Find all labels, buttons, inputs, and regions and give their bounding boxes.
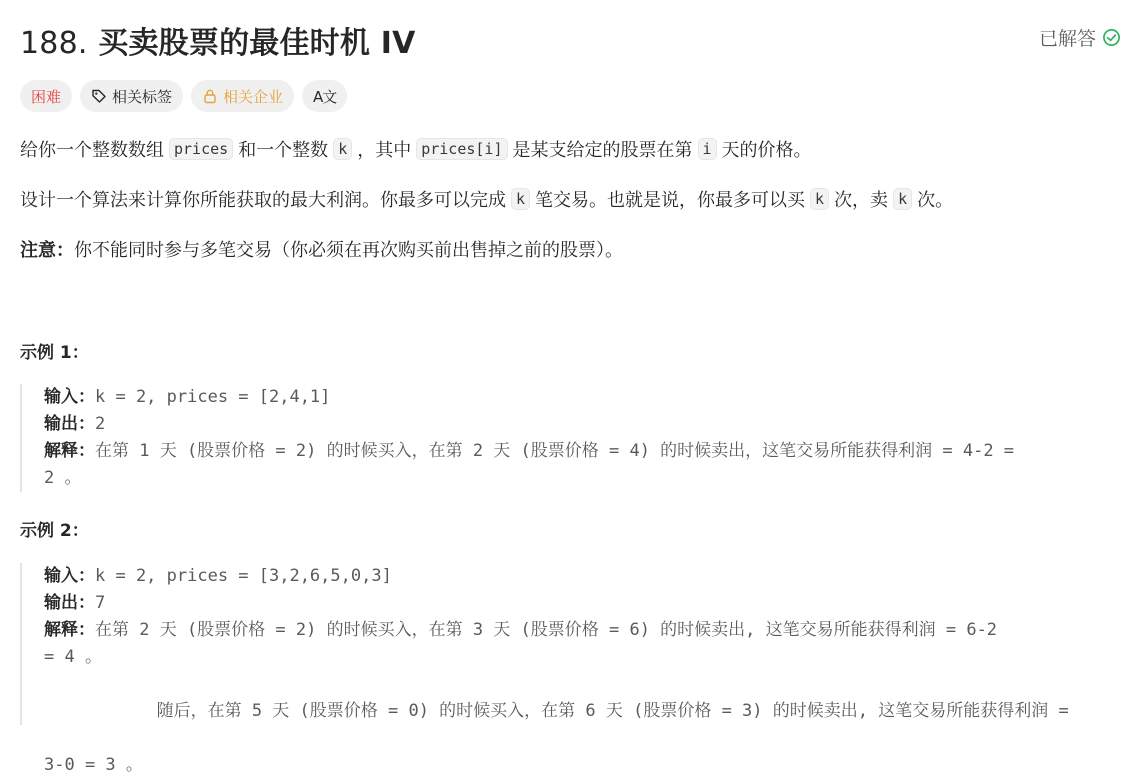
explain-text: 3-0 = 3 。 [44,755,143,775]
text-segment: 是某支给定的股票在第 [512,140,693,161]
inline-code: i [698,138,717,160]
tag-bar [20,80,347,112]
related-topics-label: 相关标签 [112,87,173,106]
output-value: 7 [95,593,106,613]
note-text: 你不能同时参与多笔交易（你必须在再次购买前出售掉之前的股票）。 [74,240,623,261]
output-label: 输出： [44,593,95,613]
example-1-title: 示例 1： [20,343,89,363]
check-circle-icon [1102,28,1121,47]
output-label: 输出： [44,414,95,434]
input-label: 输入： [44,387,95,407]
input-label: 输入： [44,566,95,586]
output-value: 2 [95,414,106,434]
page-title [20,18,416,62]
inline-code: prices [169,138,233,160]
example-explain-line [44,617,1069,644]
difficulty-label: 困难 [31,87,62,106]
text-segment: 设计一个算法来计算你所能获取的最大利润。你最多可以完成 [20,190,506,211]
input-value: k = 2, prices = [2,4,1] [95,387,331,407]
solved-status [1039,24,1121,51]
text-segment: 次。 [917,190,954,211]
example-explain-line [44,465,1014,492]
example-output-line [44,411,1014,438]
translate-button[interactable] [302,80,347,112]
text-segment: 天的价格。 [721,140,812,161]
text-segment: 给你一个整数数组 [20,140,164,161]
description-paragraph-1 [20,136,812,162]
example-2-block [20,563,1069,775]
example-explain-line [44,671,1069,752]
related-topics-button[interactable] [80,80,183,112]
explain-text: 2 。 [44,468,82,488]
example-input-line [44,563,1069,590]
example-1-block [20,384,1014,492]
example-output-line [44,590,1069,617]
example-input-line [44,384,1014,411]
example-explain-line [44,644,1069,671]
description-note [20,236,623,262]
example-explain-line [44,752,1069,779]
problem-title: 买卖股票的最佳时机 IV [98,26,416,61]
translate-icon: A文 [313,87,337,106]
tag-icon [91,88,107,104]
problem-number: 188. [20,26,88,61]
description-paragraph-2 [20,186,953,212]
inline-code: k [893,188,912,210]
text-segment: 笔交易。也就是说，你最多可以买 [535,190,806,211]
inline-code: k [810,188,829,210]
input-value: k = 2, prices = [3,2,6,5,0,3] [95,566,392,586]
text-segment: 和一个整数 [238,140,329,161]
example-explain-line [44,438,1014,465]
difficulty-tag[interactable] [20,80,72,112]
inline-code: k [333,138,352,160]
explain-text: = 4 。 [44,647,102,667]
example-2-title: 示例 2： [20,521,89,541]
note-label: 注意： [20,240,74,261]
explain-text: 在第 1 天 (股票价格 = 2) 的时候买入，在第 2 天 (股票价格 = 4) 的时候卖出，这笔交易所能获得利润 = 4-2 = [95,441,1015,461]
explain-label: 解释： [44,441,95,461]
explain-label: 解释： [44,620,95,640]
explain-text: 在第 2 天 (股票价格 = 2) 的时候买入，在第 3 天 (股票价格 = 6) 的时候卖出, 这笔交易所能获得利润 = 6-2 [95,620,998,640]
text-segment: 次，卖 [834,190,889,211]
companies-label: 相关企业 [223,87,284,106]
inline-code: k [511,188,530,210]
lock-icon [202,88,218,104]
companies-button[interactable] [191,80,294,112]
explain-text: 随后，在第 5 天 (股票价格 = 0) 的时候买入，在第 6 天 (股票价格 = 3) 的时候卖出, 这笔交易所能获得利润 = [105,701,1069,721]
inline-code: prices[i] [416,138,507,160]
solved-label: 已解答 [1038,28,1096,50]
text-segment: ，其中 [357,140,412,161]
